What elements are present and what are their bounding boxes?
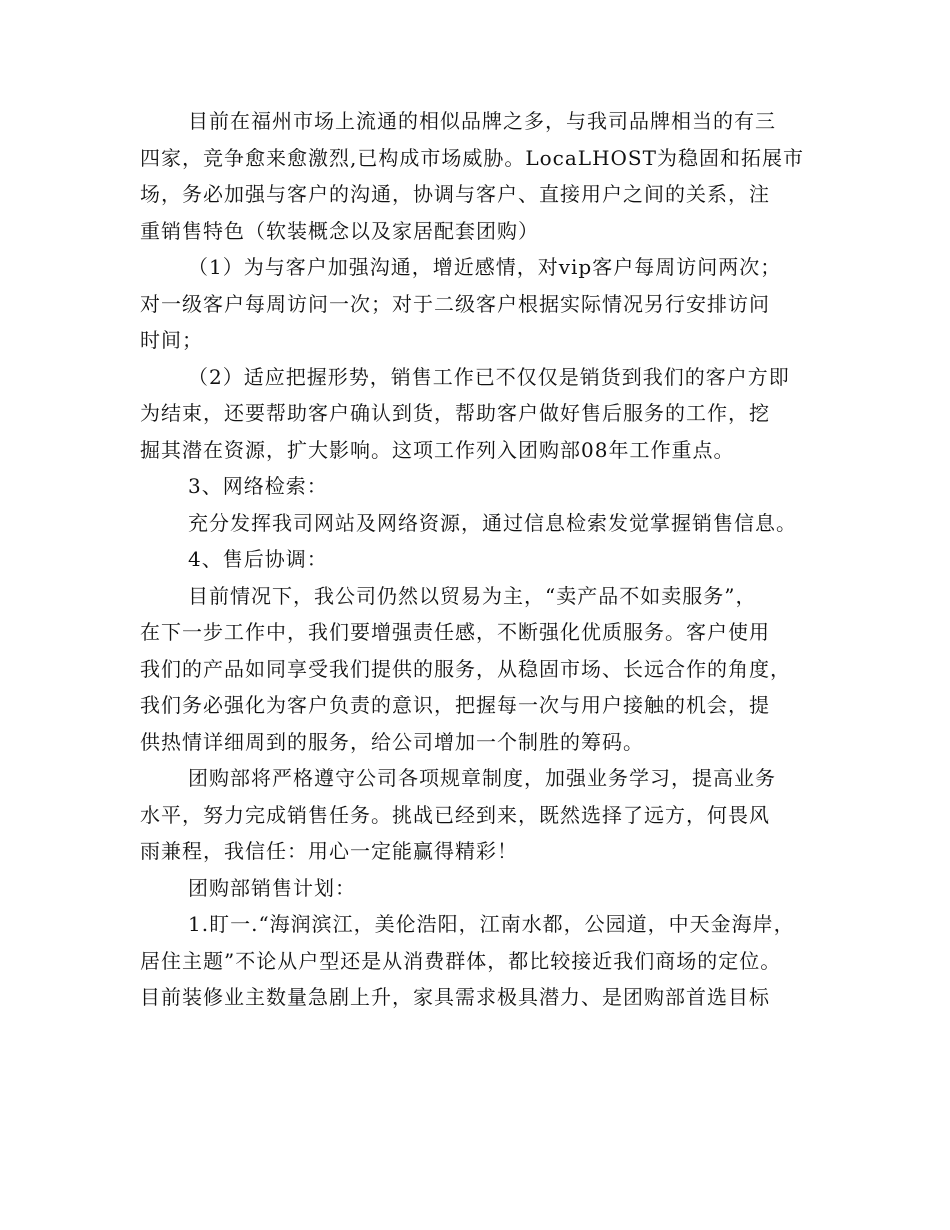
text-line: 时间； — [140, 328, 203, 352]
text-line: 目前情况下，我公司仍然以贸易为主，“卖产品不如卖服务”， — [188, 583, 757, 608]
text-line: 我们务必强化为客户负责的意识，把握每一次与用户接触的机会，提 — [140, 693, 770, 717]
text-line: 我们的产品如同享受我们提供的服务，从稳固市场、长远合作的角度， — [140, 656, 791, 681]
text-line: 场，务必加强与客户的沟通，协调与客户、直接用户之间的关系，注 — [140, 182, 770, 206]
text-line: 1.盯一.“海润滨江，美伦浩阳，江南水都，公园道，中天金海岸， — [188, 912, 795, 936]
document-body — [140, 103, 820, 1016]
text-line: 供热情详细周到的服务，给公司增加一个制胜的筹码。 — [140, 729, 644, 754]
text-line: 团购部将严格遵守公司各项规章制度，加强业务学习，提高业务 — [188, 766, 776, 790]
text-line: 掘其潜在资源，扩大影响。这项工作列入团购部08年工作重点。 — [140, 437, 735, 462]
text-line: 充分发挥我司网站及网络资源，通过信息检索发觉掌握销售信息。 — [188, 510, 797, 535]
text-line: 为结束，还要帮助客户确认到货，帮助客户做好售后服务的工作，挖 — [140, 401, 770, 425]
text-line: 在下一步工作中，我们要增强责任感，不断强化优质服务。客户使用 — [140, 620, 770, 644]
text-line: 目前在福州市场上流通的相似品牌之多，与我司品牌相当的有三 — [188, 109, 776, 133]
text-line: 目前装修业主数量急剧上升，家具需求极具潜力、是团购部首选目标 — [140, 985, 770, 1009]
section-heading: 4、售后协调： — [188, 547, 328, 571]
text-line: 四家，竞争愈来愈激烈,已构成市场威胁。LocaLHOST为稳固和拓展市 — [140, 145, 804, 170]
text-line: 水平，努力完成销售任务。挑战已经到来，既然选择了远方，何畏风 — [140, 802, 770, 827]
section-heading: 3、网络检索： — [188, 474, 328, 498]
text-line: 居住主题”不论从户型还是从消费群体，都比较接近我们商场的定位。 — [140, 948, 782, 973]
section-heading: 团购部销售计划： — [188, 875, 356, 900]
text-line: 雨兼程，我信任：用心一定能赢得精彩！ — [140, 839, 518, 863]
text-line: 对一级客户每周访问一次；对于二级客户根据实际情况另行安排访问 — [140, 291, 770, 316]
text-line: （1）为与客户加强沟通，增近感情，对vip客户每周访问两次； — [188, 255, 782, 279]
text-line: 重销售特色（软装概念以及家居配套团购） — [140, 218, 539, 243]
text-line: （2）适应把握形势，销售工作已不仅仅是销货到我们的客户方即 — [188, 364, 790, 389]
